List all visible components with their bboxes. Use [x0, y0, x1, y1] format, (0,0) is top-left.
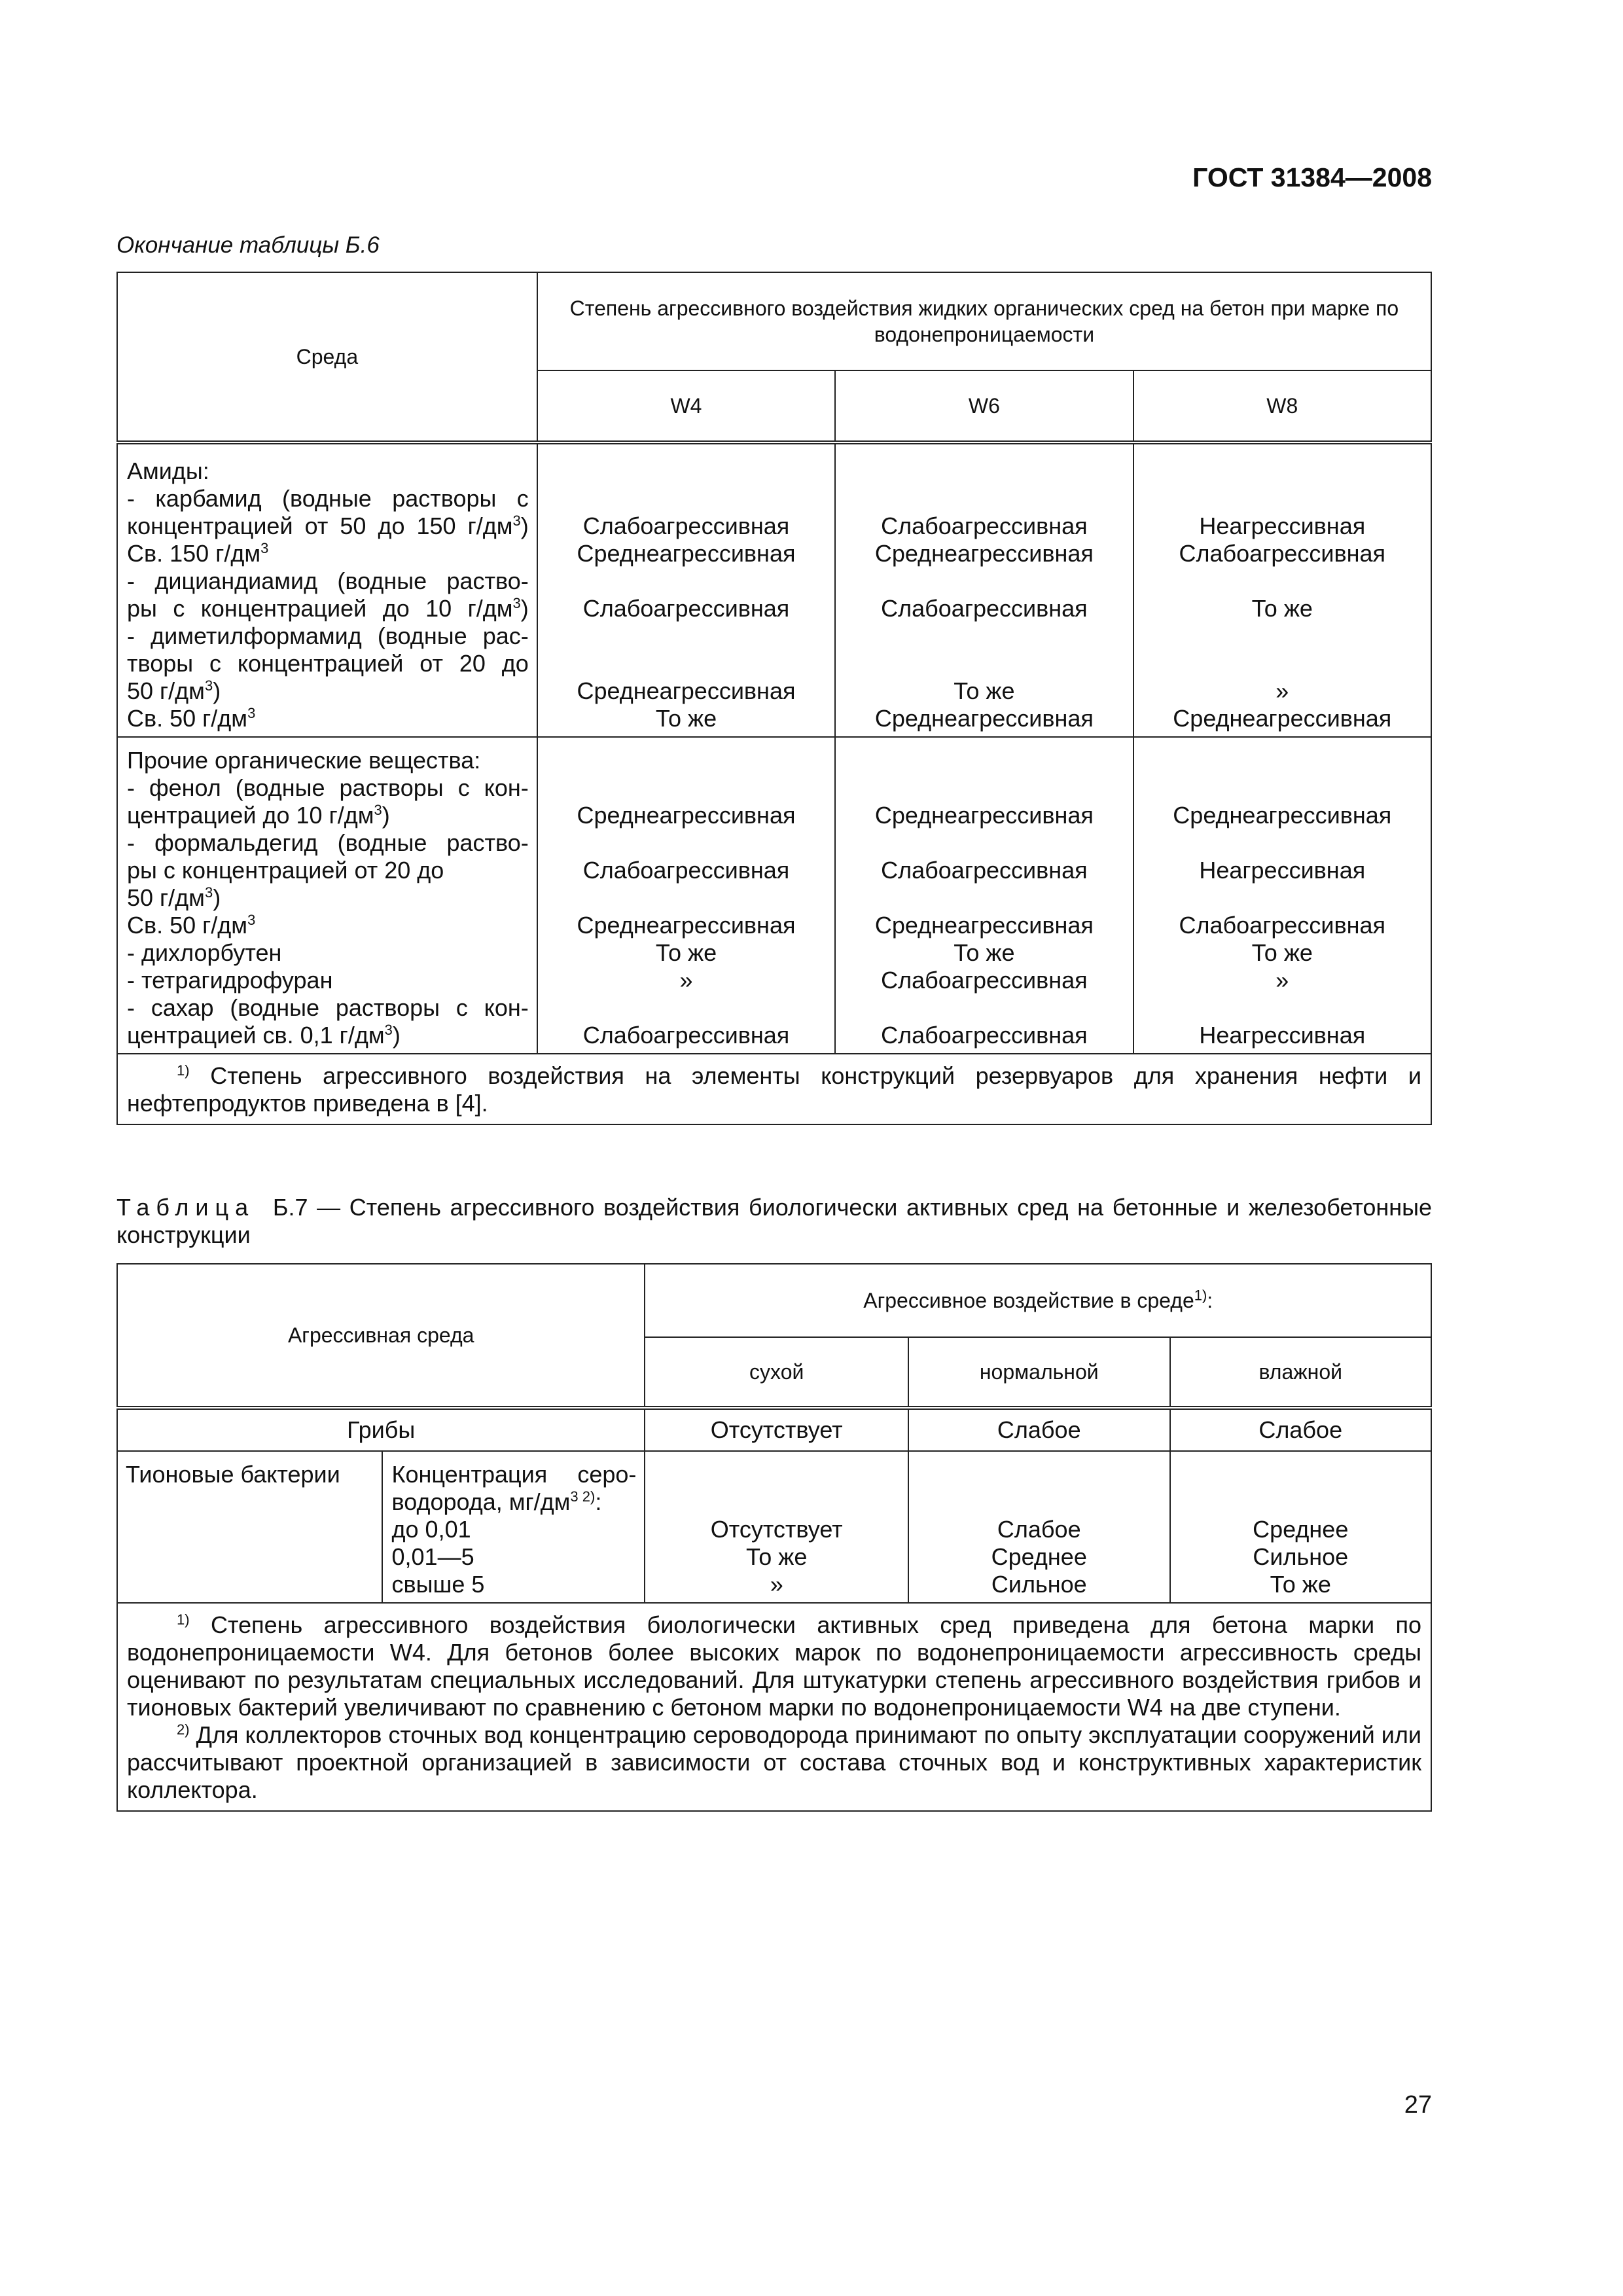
value: Слабоагрессивная — [582, 857, 790, 884]
value: Среднеагрессивная — [874, 705, 1094, 732]
env-line: - сахар (водные растворы с кон- — [127, 994, 529, 1021]
col-wet: влажной — [1170, 1337, 1431, 1408]
value: То же — [746, 1543, 808, 1570]
value: Отсутствует — [710, 1516, 843, 1543]
value: Среднеагрессивная — [1173, 705, 1392, 732]
header-text: Агрессивное воздействие в среде — [863, 1288, 1194, 1312]
table-b7-caption — [116, 1194, 1432, 1249]
other-organics-w8-cell — [1133, 737, 1431, 1054]
col-normal: нормальной — [908, 1337, 1170, 1408]
footnote-mark: 1) — [177, 1062, 190, 1079]
table-b6 — [116, 272, 1432, 1125]
fungi-normal: Слабое — [908, 1408, 1170, 1451]
env-line: ры с концентрацией до 10 $г/дм^3$) — [127, 595, 529, 622]
bacteria-name: Тионовые бактерии — [117, 1451, 382, 1603]
value: Слабоагрессивная — [582, 595, 790, 622]
amides-w8-cell — [1133, 442, 1431, 737]
grade-header-w8: W8 — [1133, 370, 1431, 442]
env-line: ры с концентрацией от 20 до — [127, 857, 444, 884]
other-organics-w4-cell — [537, 737, 835, 1054]
value: Среднеагрессивная — [577, 677, 796, 704]
env-line: Амиды: — [127, 457, 209, 484]
footnote-1 — [127, 1611, 1421, 1721]
footnote-text: Для коллекторов сточных вод концентрацию сероводорода принимают по опыту эксплуатации сооружений или рассчитывают проектной организацией в зависимости от состава сточных вод и конструктивных характеристик коллектора. — [127, 1721, 1421, 1803]
value: Неагрессивная — [1199, 512, 1366, 539]
value: То же — [655, 939, 717, 966]
value: Среднеагрессивная — [577, 802, 796, 829]
grade-group-header: Степень агрессивного воздействия жидких органических сред на бетон при марке по водонепроницаемости — [537, 272, 1431, 370]
table-continuation-label: Окончание таблицы Б.6 — [116, 232, 380, 258]
value: Слабоагрессивная — [881, 512, 1088, 539]
value: Слабое — [997, 1516, 1081, 1543]
grade-header-w4: W4 — [537, 370, 835, 442]
env-line: 50 $г/дм^3$) — [127, 677, 221, 704]
env-line: Прочие органические вещества: — [127, 747, 481, 774]
footnote-2 — [127, 1721, 1421, 1804]
env-line: - тетрагидрофуран — [127, 967, 333, 994]
value: Сильное — [1253, 1543, 1349, 1570]
value: Слабоагрессивная — [881, 595, 1088, 622]
grade-header-w6: W6 — [835, 370, 1133, 442]
env-line: центрацией св. 0,1 $г/дм^3$) — [127, 1022, 401, 1049]
document-standard-number: ГОСТ 31384—2008 — [1192, 162, 1432, 192]
other-organics-env-cell — [117, 737, 537, 1054]
value: Слабоагрессивная — [881, 857, 1088, 884]
env-line: - карбамид (водные растворы с — [127, 485, 529, 512]
value: То же — [1251, 939, 1313, 966]
value: То же — [1270, 1571, 1331, 1598]
value: То же — [954, 939, 1015, 966]
env-line: Св. 50 $г/дм^3$ — [127, 912, 256, 939]
caption-text: Б.7 — Степень агрессивного воздействия биологически активных сред на бетонные и железобетонные конструкции — [116, 1194, 1432, 1248]
value: Неагрессивная — [1199, 1022, 1366, 1049]
value: Слабоагрессивная — [881, 967, 1088, 994]
header-colon: : — [1207, 1288, 1213, 1312]
footnote-text: Степень агрессивного воздействия на элементы конструкций резервуаров для хранения нефти и нефтепродуктов приведена в [4]. — [127, 1062, 1421, 1117]
value: » — [1275, 677, 1289, 704]
value: Слабоагрессивная — [582, 512, 790, 539]
footnote-mark: 1) — [177, 1611, 190, 1628]
bacteria-concentration — [382, 1451, 645, 1603]
other-organics-w6-cell — [835, 737, 1133, 1054]
value: Среднеагрессивная — [577, 540, 796, 567]
conc-line: свыше 5 — [391, 1571, 485, 1598]
fungi-wet: Слабое — [1170, 1408, 1431, 1451]
footnote-text: Степень агрессивного воздействия биологически активных сред приведена для бетона марки по водонепроницаемости W4. Для бетонов более высоких марок по водонепроницаемости агрессивность среды оценивают по результатам специальных исследований. Для штукатурки степень агрессивного воздействия грибов и тионовых бактерий увеличивают по сравнению с бетоном марки по водонепроницаемости W4 на две ступени. — [127, 1611, 1421, 1721]
env-line: - фенол (водные растворы с кон- — [127, 774, 529, 801]
table-b7 — [116, 1263, 1432, 1812]
conc-line: Концентрация серо- — [391, 1461, 637, 1488]
value: Слабоагрессивная — [1179, 912, 1386, 939]
bacteria-normal — [908, 1451, 1170, 1603]
amides-w4-cell — [537, 442, 835, 737]
value: Среднеагрессивная — [577, 912, 796, 939]
table-label: Таблица — [116, 1194, 255, 1221]
effect-group-header — [645, 1264, 1431, 1337]
value: » — [770, 1571, 783, 1598]
fungi-dry: Отсутствует — [645, 1408, 908, 1451]
value: Слабоагрессивная — [1179, 540, 1386, 567]
conc-line: водорода, $мг/дм^{3 2)}$: — [391, 1488, 602, 1515]
value: Среднеагрессивная — [874, 802, 1094, 829]
value: Среднеагрессивная — [874, 912, 1094, 939]
value: Сильное — [991, 1571, 1087, 1598]
value: Среднее — [1253, 1516, 1349, 1543]
env-line: 50 $г/дм^3$) — [127, 884, 221, 911]
value: Слабоагрессивная — [582, 1022, 790, 1049]
footnote-mark: 2) — [177, 1721, 190, 1738]
env-line: - дициандиамид (водные раство- — [127, 567, 529, 594]
value: Среднеагрессивная — [1173, 802, 1392, 829]
value: Среднее — [991, 1543, 1087, 1570]
bacteria-dry — [645, 1451, 908, 1603]
bacteria-wet — [1170, 1451, 1431, 1603]
env-line: - формальдегид (водные раство- — [127, 829, 529, 856]
value: То же — [954, 677, 1015, 704]
env-column-header: Среда — [117, 272, 537, 442]
aggressive-env-header: Агрессивная среда — [117, 1264, 645, 1408]
value: Слабоагрессивная — [881, 1022, 1088, 1049]
env-line: Св. 150 $г/дм^3$ — [127, 540, 269, 567]
amides-w6-cell — [835, 442, 1133, 737]
footnote-mark: 1) — [1194, 1286, 1207, 1303]
amides-env-cell — [117, 442, 537, 737]
value: » — [679, 967, 693, 994]
env-line: творы с концентрацией от 20 до — [127, 650, 529, 677]
fungi-name: Грибы — [117, 1408, 645, 1451]
conc-line: 0,01—5 — [391, 1543, 474, 1570]
col-dry: сухой — [645, 1337, 908, 1408]
value: То же — [1251, 595, 1313, 622]
value: Среднеагрессивная — [874, 540, 1094, 567]
table6-footnote — [117, 1054, 1431, 1124]
value: » — [1275, 967, 1289, 994]
env-line: концентрацией от 50 до 150 $г/дм^3$) — [127, 512, 529, 539]
env-line: Св. 50 $г/дм^3$ — [127, 705, 256, 732]
env-line: - диметилформамид (водные рас- — [127, 622, 529, 649]
conc-line: до 0,01 — [391, 1516, 471, 1543]
env-line: центрацией до 10 $г/дм^3$) — [127, 802, 390, 829]
env-line: - дихлорбутен — [127, 939, 282, 966]
page-number: 27 — [1404, 2091, 1432, 2119]
table7-footnotes — [117, 1603, 1431, 1811]
value: Неагрессивная — [1199, 857, 1366, 884]
value: То же — [655, 705, 717, 732]
